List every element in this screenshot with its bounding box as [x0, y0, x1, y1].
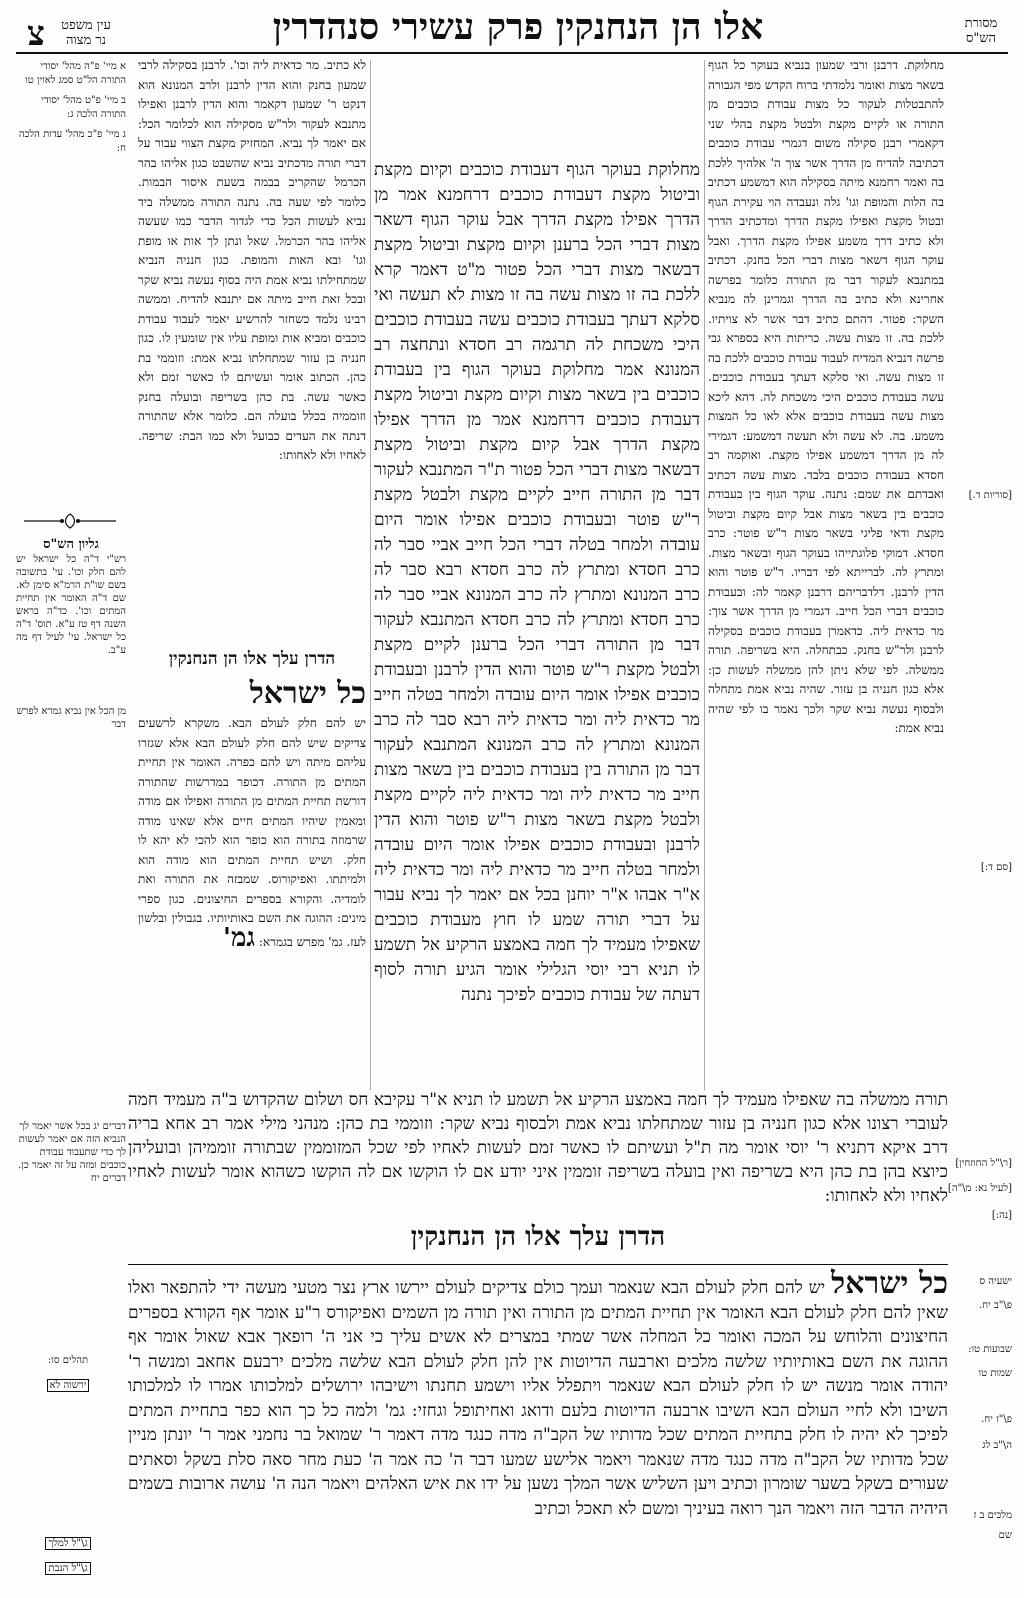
- gilyon-hashas-text: רש"י ד"ה כל ישראל יש להם חלק וכו'. עי' בתשובה בשם שו"ת הרמ"א סימן לא. שם ד"ה האומר אין תחיית המתים וכו'. כד"ה בראש השנה דף טז ע"א. תוס' ד"ה כל ישראל. עי' לעיל דף מה ע"ב.: [16, 554, 126, 656]
- masoret-marker: [לעיל נא: מ\"ה]: [947, 1183, 1012, 1194]
- perek-end-title: הדרן עלך אלו הן הנחנקין: [410, 1222, 666, 1252]
- tosafot-tail: [138, 714, 366, 1086]
- tosafot-mishnah-lead: כל ישראל: [249, 676, 366, 711]
- tosafot-siyum: הדרן עלך אלו הן הנחנקין: [168, 649, 336, 669]
- masoret-hashas-label: מסורת הש"ס: [964, 16, 998, 46]
- perek-end-rule: [128, 1264, 948, 1265]
- masoret-marker: [נה:]: [991, 1210, 1012, 1221]
- masoret-marker: שמות טו: [978, 1368, 1012, 1379]
- ein-mishpat: [16, 60, 126, 162]
- gemara-continuation: תורה ממשלה בה שאפילו מעמיד לך חמה באמצע הרקיע אל תשמע לו תניא א"ר עקיבא חס ושלום שהקדוש ב"ה מעמיד חמה לעוברי רצונו אלא כגון חנניה בן עזור שמתחלתו נביא אמת ולבסוף נביא שקר: וזוממי בת כהן: מנהני מילי אמר רב אחא בריה דרב איקא דתניא ר' יוסי אומר מה ת"ל ועשיתם לו כאשר זמם לעשות לאחיו לפי שכל המזוממין שבתורה זוממיהן ובועליהן כיוצא בהן בת כהן היא בשריפה ואין בועלה בשריפה זוממין איני יודע אם לו הוקשו אם לה הוקשו כשהוא אומר לעשות לאחיו לאחיו ולא לאחותו:: [128, 1090, 948, 1206]
- margin-citation: ירשוה לא: [18, 1380, 118, 1391]
- gemara-text: מחלוקת בעוקר הגוף דעבודת כוכבים וקיום מקצת וביטול מקצת דעבודת כוכבים דרחמנא אמר מן הדרך אפילו מקצת הדרך אבל עוקר הגוף דשאר מצות דברי הכל ברענן וקיום מקצת וביטול מקצת דבשאר מצות דברי הכל פטור מ"ט דאמר קרא ללכת בה זו מצות עשה בה זו מצות לא תעשה ואי סלקא דעתך בעבודת כוכבים עשה בעבודת כוכבים היכי משכחת לה תרגמה רב חסדא ונתחצה רב המנונא אמר מחלוקת בעוקר הגוף בין בעבודת כוכבים בין בשאר מצות וקיום מקצת וביטול מקצת דעבודת כוכבים דרחמנא אמר מן הדרך אפילו מקצת הדרך אבל קיום מקצת וביטול מקצת דבשאר מצות דברי הכל פטור ת"ר המתנבא לעקור דבר מן התורה חייב לקיים מקצת ולבטל מקצת ר"ש פוטר ובעבודת כוכבים אפילו אומר היום עובדה ולמחר בטלה דברי הכל חייב אביי סבר לה כרב חסדא ומתרץ לה כרב חסדא רבא סבר לה כרב המנונא ומתרץ לה כרב המנונא אביי סבר לה כרב חסדא ומתרץ לה כרב חסדא המתנבא לעקור דבר מן התורה דברי הכל ברענן לקיים מקצת ולבטל מקצת ר"ש פוטר והוא הדין לרבנן ובעבודת כוכבים אפילו אומר היום עובדה ולמחר בטלה חייב מר כדאית ליה ומר כדאית ליה רבא סבר לה כרב המנונא ומתרץ לה כרב המנונא המתנבא לעקור דבר מן התורה בין בעבודת כוכבים בין בשאר מצות חייב מר כדאית ליה ומר כדאית ליה לקיים מקצת ולבטל מקצת בשאר מצות ר"ש פוטר והוא הדין לרבנן ובעבודת כוכבים אפילו אומר היום עובדה ולמחר בטלה חייב מר כדאית ליה ומר כדאית ליה א"ר אבהו א"ר יוחנן בכל אם יאמר לך נביא עבור על דברי תורה שמע לו חוץ מעבודת כוכבים שאפילו מעמיד לך חמה באמצע הרקיע אל תשמע לו תניא רבי יוסי הגלילי אומר הגיע תורה לסוף דעתה של עבודת כוכבים לפיכך נתנה: [374, 160, 700, 1005]
- mishnah-lead-word: כל ישראל: [831, 1266, 949, 1301]
- ein-mishpat-entry: ג מיי' פ"כ מהל' עדות הלכה ח:: [18, 129, 126, 154]
- margin-citation: תהלים סו:: [47, 1355, 89, 1366]
- page-title: אלו הן הנחנקין פרק עשירי סנהדרין: [272, 6, 764, 48]
- masoret-marker: פ\"ב יח.: [979, 1300, 1012, 1311]
- tosafot-tail-text: יש להם חלק לעולם הבא. משקרא לרשעים צדיקים שיש להם חלק לעולם הבא אלא שגזרו עליהם מיתה ויש להם כפרה. האומר אין תחיית המתים מן התורה. דכופר במדרשות שהתורה דורשת תחיית המתים מן התורה ואפילו אם מודה ומאמין שיהיו המתים חיים אלא שאינו מודה שרמוזה בתורה הוא כופר הוא להכי לא יהא לו חלק. ושיש תחיית המתים הוא מודה הוא ולמיתתו. ואפיקורוס. שמבזה את התורה ואת לומדיה. והקורא בספרים החיצונים. כגון ספרי מינים: ההוגה את השם באותיותיו. בגבולין ובלשון לעז. גמ' מפרש בגמרא:: [138, 716, 366, 949]
- mishnah-body: יש להם חלק לעולם הבא שנאמר ועמך כולם צדיקים לעולם יירשו ארץ נצר מטעי מעשה ידי להתפאר ואלו שאין להם חלק לעולם הבא האומר אין תחיית המתים מן התורה ואין תורה מן השמים ואפיקורס ר"ע אומר אף הקורא בספרים החיצונים והלוחש על המכה ואומר כל המחלה אשר שמתי במצרים לא אשים עליך כי אני ה' רופאך אבא שאול אומר אף ההוגה את השם באותיותיו שלשה מלכים וארבעה הדיוטות אין להן חלק לעולם הבא שלשה מלכים ירבעם אחאב ומנשה ר' יהודה אומר מנשה יש לו חלק לעולם הבא שנאמר ויתפלל אליו וישמע תחנתו וישיבהו ירושלים למלכותו אמרו לו למלכותו השיבו ולא לחיי העולם הבא השיבו ארבעה הדיוטות בלעם ודואג ואחיתופל וגחזי: גמ' ולמה כל כך הוא כפר בתחיית המתים לפיכך לא יהיה לו חלק בתחיית המתים שכל מדותיו של הקב"ה מדה כנגד מדה דאמר ר' שמואל בר נחמני אמר ר' יונתן מניין שכל מדותיו של הקב"ה מדה כנגד מדה שנאמר ויאמר אלישע שמעו דבר ה' כה אמר ה' כעת מחר סאה סלת בשקל וסאתים שעורים בשקל בשער שומרון וכתיב ויען השליש אשר המלך נשען על ידו את איש האלהים ויאמר הנה ה' עושה ארובות בשמים היהיה הדבר הזה ויאמר הנך רואה בעיניך ומשם לא תאכל וכתיב: [128, 1278, 948, 1519]
- masoret-marker: שבועות טו:: [968, 1344, 1012, 1355]
- masoret-marker: [סם ד:]: [980, 862, 1012, 873]
- gemara-marker: גמ': [223, 922, 255, 953]
- margin-citation: ג\"ל הנבת: [18, 1563, 118, 1574]
- masoret-marker: ישעיה ס: [979, 1276, 1012, 1287]
- rashi-commentary: מחלוקת. דרבנן ורבי שמעון בנביא בעוקר כל הגוף בשאר מצות ואומר נלמדתי ברוח הקדש מפי הגבורה להתבטלות לעקור כל מצות עבודת כוכבים מן התורה או לקיים מקצת ולבטל מקצת בהלי שני דקאמרי רבנן סקילה משום דגמרי עבודת כוכבים דכתיבה להדיח מן הדרך אשר צוך ה' אלהיך ללכת בה ואמר רחמנא מיתה בסקילה הוא דמשמע דכתיב בה הלות והמופת וגו' גלה ונעבדה הוי עקירת הגוף ובטול מקצת ואפילו מקצת הדרך ומדכתיב הדרך ולא כתיב דרך משמע אפילו מקצת הדרך. ואבל עוקר הגוף דשאר מצות דברי הכל בחנק. דכתיב במתנבא לעקור דבר מן התורה כלומר בפרשה אחרינא ולא כתיב בה הדרך וגמרינן לה מנביא השקר: פטור. דהתם כתיב דבר אשר לא צויתיו. ללכת בה. זו מצות עשה. כריתות היא בספרא גבי פרשה דנביא המדיח לעבוד עבודת כוכבים ללכת בה זו מצות עשה. ואי סלקא דעתך בעבודת כוכבים. עשה בעבודת כוכבים היכי משכחת לה. דהא ליכא מצות עשה בעבודת כוכבים אלא לאו כל המצות משמע. בה. לא עשה ולא תעשה דמשמע: דגמירי לה מן הדרך דמשמע אפילו מקצת. ואוקמה רב חסדא בעבודת כוכבים בלבד. מצות עשה דכתיב ואבדתם את שמם: נתנה. עוקר הגוף בין בעבודת כוכבים בין בשאר מצות אבל קיום מקצת וביטול מקצת ודאי פליגי בשאר מצות ר"ש פוטר: כרב חסדא. דמוקי פלוגתייהו בעוקר הגוף ובשאר מצות. ומתרץ לה. לברייתא לפי דבריו. ר"ש פוטר והוא הדין לרבנן. דלדבריהם דרבנן קאמר לה: ובעבודת כוכבים דברי הכל חייב. דגמרי מן הדרך אשר צוך: מר כדאית ליה. כדאמרן בעבודת כוכבים בסקילה לרבנן ולר"ש בחנק. כבתחלה. היא בשריפה. תורה ממשלה. לפי שלא ניתן להן ממשלה לעשות כן: אלא כגון חנניה בן עזור. שהיה נביא אמת מתחלה ולבסוף נעשה נביא שקר ולכך נאמר בו לפי שהיה נביא אמת:: [708, 58, 944, 735]
- margin-citation: ג\"ל למלך: [18, 1538, 118, 1549]
- ein-mishpat-entry: ב מיי' פ"ט מהל' יסודי התורה הלכה ג:: [41, 95, 126, 120]
- masoret-marker: שם: [998, 1530, 1012, 1541]
- column-divider: [370, 60, 371, 1090]
- column-divider: [704, 60, 705, 1090]
- tosafot-commentary: לא כתיב. מר כדאית ליה וכו'. לרבנן בסקילה לרבי שמעון בחנק והוא הדין לרבנן ולרב המנונא הוא דנקט ר' שמעון דקאמר והוא הדין לרבנן ואפילו מתנבא לעקור ולר"ש מסקילה הוא לכלומר הכל: אם יאמר לך נביא. המחזיק מקצת הצווי עבור על דברי תורה מדכתיב נביא שהשבט כגון אליהו בהר הכרמל שהקריב בבמה בשעת איסור הבמות. כלומר לפי שעה בה. נתנה התורה ממשלה ביד נביא לעשות הכל כדי לגדור הדבר כמו שעשה אליהו בהר הכרמל. שאל ונתן לך אות או מופת וגו' ובא האות והמופת. כגון חנניה הנביא שמתחילתו נביא אמת היה בסוף נעשה נביא שקר ובכל זאת חייב מיתה אם יתנבא להדיח. וממשה רבינו נלמד כשחזר להרשיע יאמר לעבוד עבודת כוכבים ומביא אות ומופת עליו אין שומעין לו. כגון חנניה בן עזור שמתחלתו נביא אמת: וזוממי בת כהן. הכתוב אומר ועשיתם לו כאשר זמם ולא כאשר עשה. בת כהן בשריפה ובועלה בחנק וזוממיה בכלל בועלה הם. כלומר אלא שהתורה דנתה את העדים כבועל ולא כמו הבת: שריפה. לאחיו ולא לאחותו:: [138, 58, 366, 462]
- header-rule: [16, 52, 1008, 54]
- ein-mishpat-entry: א מיי' פ"ה מהל' יסודי התורה הל"ט סמג לאוין טו: [25, 61, 126, 86]
- gemara-top-space: [374, 56, 700, 156]
- masoret-marker: פ\"ז יח.: [981, 1414, 1012, 1425]
- gilyon-hashas-title: גליון הש"ס: [43, 537, 99, 552]
- masoret-marker: מלכים ב ז: [973, 1510, 1012, 1521]
- masoret-marker: [סוריות ד.]: [968, 490, 1012, 501]
- mishnah-text: [128, 1266, 949, 1521]
- gilyon-note: מן הכל אין נביא גמרא לפרש דבר: [16, 706, 126, 730]
- ein-mishpat-label: עין משפט נר מצוה: [61, 18, 111, 48]
- ornament-divider-icon: [22, 512, 118, 530]
- masoret-marker: ה\"ב לג: [982, 1440, 1012, 1451]
- masoret-marker: [ר\"ל החוזחין]: [955, 1158, 1012, 1169]
- torah-or-note: דברים יג בכל אשר יאמר לך הנביא הזה אם יאמר לעשות לך כדי שתעבוד עבודת כוכבים ומזה על זה יאמר כן. דברים יח: [18, 1121, 126, 1184]
- page-number: צ: [27, 14, 45, 54]
